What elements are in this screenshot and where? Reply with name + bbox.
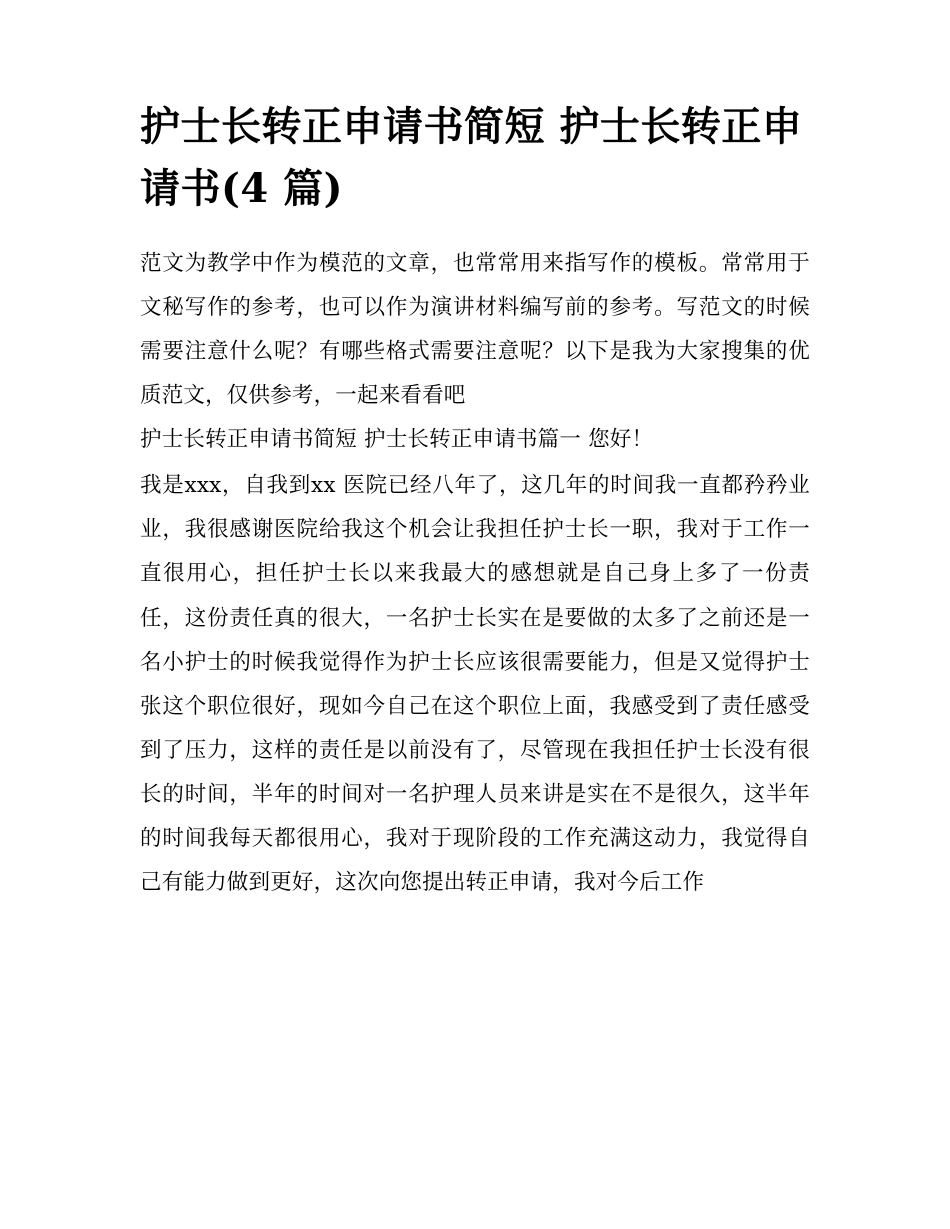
intro-paragraph: 范文为教学中作为模范的文章，也常常用来指写作的模板。常常用于文秘写作的参考，也可以作为演讲材料编写前的参考。写范文的时候需要注意什么呢？有哪些格式需要注意呢？以下是我为大家搜集的优质范文，仅供参考，一起来看看吧 — [140, 251, 810, 409]
page-title: 护士长转正申请书简短 护士长转正申请书(4 篇) — [140, 103, 803, 212]
section-heading: 护士长转正申请书简短 护士长转正申请书篇一 您好！ — [140, 427, 654, 453]
body-paragraph: 我是xxx，自我到xx 医院已经八年了，这几年的时间我一直都矜矜业业，我很感谢医院给我这个机会让我担任护士长一职，我对于工作一直很用心，担任护士长以来我最大的感想就是自己身上多了一份责任，这份责任真的很大，一名护士长实在是要做的太多了之前还是一名小护士的时候我觉得作为护士长应该很需要能力，但是又觉得护士张这个职位很好，现如今自己在这个职位上面，我感受到了责任感受到了压力，这样的责任是以前没有了，尽管现在我担任护士长没有很长的时间，半年的时间对一名护理人员来讲是实在不是很久，这半年的时间我每天都很用心，我对于现阶段的工作充满这动力，我觉得自己有能力做到更好，这次向您提出转正申请，我对今后工作 — [140, 473, 810, 895]
